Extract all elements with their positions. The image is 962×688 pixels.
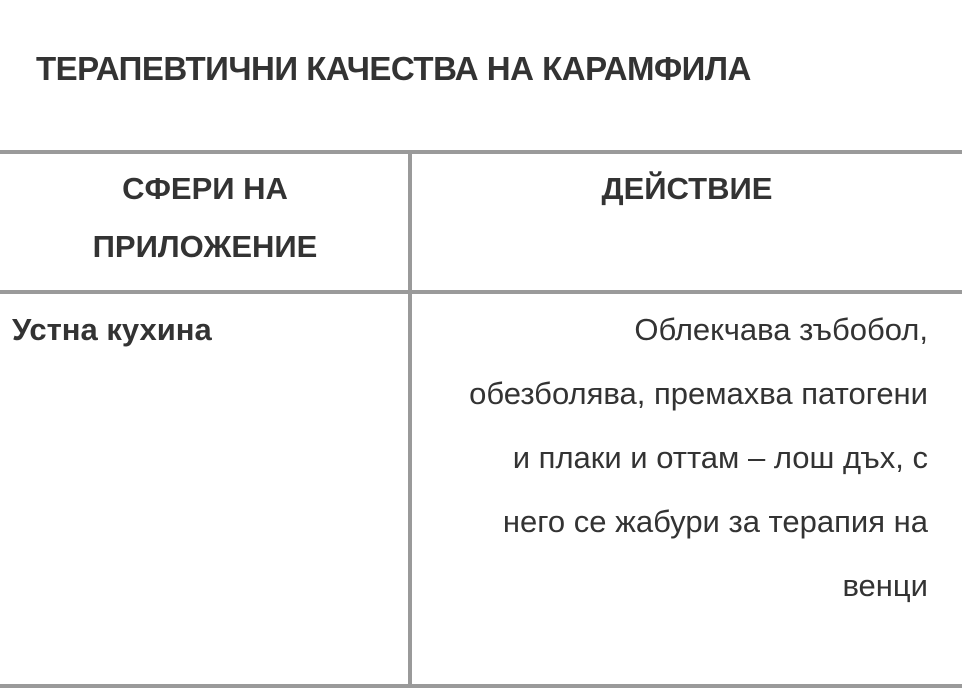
cell-action: Облекчава зъбобол, обезболява, премахва патогени и плаки и оттам – лош дъх, с него се жабури за терапия на венци bbox=[469, 312, 928, 603]
header-bottom-border bbox=[0, 290, 962, 294]
header-cell-action: ДЕЙСТВИЕ bbox=[601, 171, 773, 206]
column-divider bbox=[408, 150, 412, 688]
table-bottom-border bbox=[0, 684, 962, 688]
cell-area: Устна кухина bbox=[12, 312, 212, 347]
page-title: ТЕРАПЕВТИЧНИ КАЧЕСТВА НА КАРАМФИЛА bbox=[36, 50, 751, 87]
header-cell-application-areas: СФЕРИ НА ПРИЛОЖЕНИЕ bbox=[92, 171, 318, 264]
table-top-border bbox=[0, 150, 962, 154]
